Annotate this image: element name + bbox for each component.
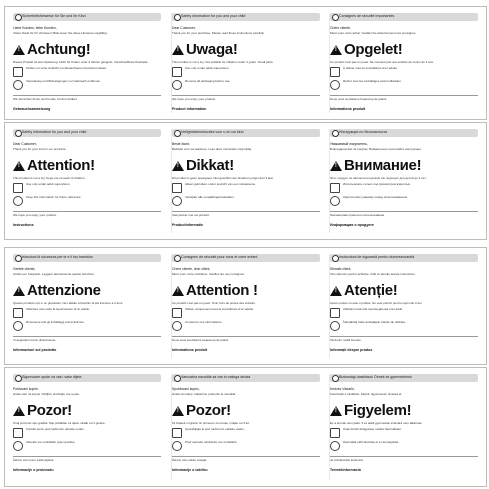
divider (330, 211, 478, 212)
warning-triangle-icon (13, 45, 25, 55)
intro-text: Hvala vam na kupnji. Pažljivo pročitajte ove upute. (13, 392, 80, 396)
list-item (330, 183, 478, 193)
packaging-icon (172, 321, 182, 331)
list-item-text: Keep this information for future reference. (26, 195, 82, 200)
supervision-icon (13, 183, 23, 193)
list-item-text: Use only under adult supervision. (185, 66, 230, 71)
warning-triangle-icon (172, 406, 184, 416)
warning-title: Dikkat! (186, 156, 234, 174)
list-item (172, 428, 320, 438)
closing-text: Vi auguriamo buon divertimento. (13, 338, 57, 343)
list-item (172, 321, 320, 331)
section-title: Instructions (13, 222, 34, 227)
list-item-text: Utilizzare solo sotto la supervisione di un adulto. (26, 307, 91, 312)
list-item (330, 80, 478, 90)
section-header-bar (172, 129, 320, 137)
language-column (171, 13, 320, 113)
warning-triangle-icon (172, 286, 184, 296)
section-header-text: Instrucțiuni de siguranță pentru dumneavoastră (339, 255, 415, 259)
supervision-icon (13, 428, 23, 438)
supervision-icon (172, 183, 182, 193)
section-title: Product information (172, 106, 207, 111)
intro-text: Благодарим вас за покупку. Внимательно прочитайте инструкции. (330, 147, 422, 151)
list-item-text: Conserver ces informations. (185, 320, 223, 325)
list-item (13, 321, 161, 331)
leaflet-panel-3 (4, 247, 487, 365)
greeting: Уважаемый покупатель, (330, 142, 368, 146)
list-item-text: Verpackung und Befestigungen vor Gebrauch entfernen. (26, 79, 102, 84)
list-item (330, 321, 478, 331)
section-header-text: Safety information for you and your child (22, 130, 87, 134)
list-item (13, 441, 161, 451)
section-header-text: Istruzioni di sicurezza per te e il tuo bambino (22, 255, 93, 259)
warning-paragraph: This product is not a toy. Not suitable for children under 3 years. Small parts. (172, 59, 274, 64)
info-icon (174, 14, 181, 21)
language-column (171, 254, 320, 358)
list-item-text: Use only under adult supervision. (26, 182, 71, 187)
info-icon (15, 255, 22, 262)
section-header-bar (172, 374, 320, 382)
section-header-bar (172, 13, 320, 21)
closing-text: Vă dorim multă bucurie. (330, 338, 362, 343)
warning-title: Attention! (27, 156, 95, 174)
list-item-text: Îndepărtați toate ambalajele înainte de utilizare. (343, 320, 407, 325)
intro-text: Thank you for your trust in our products. (13, 147, 67, 151)
divider (13, 336, 161, 337)
list-item-text: Использовать только под присмотром взрослых. (343, 182, 411, 187)
packaging-icon (13, 196, 23, 206)
list-item-text: Uklonite svu ambalažu prije uporabe. (26, 440, 76, 445)
warning-paragraph: Ovaj proizvod nije igračka. Nije prikladan za djecu mlađu od 3 godine. (13, 420, 106, 425)
closing-text: Veel plezier met uw product. (172, 213, 210, 218)
greeting: Spoštovani kupec, (172, 387, 200, 391)
list-item (330, 196, 478, 206)
warning-heading (172, 42, 320, 58)
language-column (329, 254, 478, 358)
list-item (13, 308, 161, 318)
warning-heading (172, 283, 320, 299)
warning-heading (172, 403, 320, 419)
section-title: Gebrauchsanweisung (13, 106, 51, 111)
list-item (172, 67, 320, 77)
info-icon (174, 255, 181, 262)
warning-title: Atenție! (344, 281, 398, 299)
list-item-text: Удалите всю упаковку перед использованием. (343, 195, 408, 200)
packaging-icon (172, 196, 182, 206)
list-item-text: Használat előtt távolítsa el a csomagolást. (343, 440, 400, 445)
supervision-icon (330, 428, 340, 438)
info-icon (15, 130, 22, 137)
section-title: Информация о продукте (330, 222, 374, 227)
section-header-bar (330, 254, 478, 262)
warning-heading (330, 42, 478, 58)
section-title: Informations produit (172, 347, 208, 352)
closing-text: We hope you enjoy your product. (13, 213, 57, 218)
warning-title: Pozor! (186, 401, 231, 419)
section-title: Informations produit (330, 106, 366, 111)
list-item (172, 308, 320, 318)
language-column (13, 374, 161, 480)
section-header-bar (13, 254, 161, 262)
language-column (329, 13, 478, 113)
list-item-text: Kinder nur unter Aufsicht von Erwachsenen benutzen lassen. (26, 66, 108, 71)
warning-title: Opgelet! (344, 40, 403, 58)
info-icon (332, 255, 339, 262)
supervision-icon (13, 308, 23, 318)
intro-text: Grazie per l'acquisto. Leggere attentamente queste istruzioni. (13, 272, 95, 276)
section-title: Informazioni sul prodotto (13, 347, 57, 352)
warning-heading (13, 283, 161, 299)
warning-triangle-icon (172, 161, 184, 171)
packaging-icon (330, 321, 340, 331)
section-header-text: Biztonsági utasítások Önnek és gyermekének (339, 375, 412, 379)
list-item-text: Verwijder alle verpakkingsmaterialen. (185, 195, 235, 200)
divider (13, 211, 161, 212)
greeting: Dear Customer, (13, 142, 37, 146)
list-item (172, 196, 320, 206)
warning-heading (330, 283, 478, 299)
section-title: Termékinformáció (330, 467, 361, 472)
section-header-bar (330, 13, 478, 21)
intro-text: Köszönjük a vásárlást. Kérjük, figyelmesen olvassa el. (330, 392, 403, 396)
warning-paragraph: Acest produs nu este o jucărie. Nu este potrivit pentru copii sub 3 ani. (330, 300, 423, 305)
section-header-text: Инструкции по безопасности (339, 130, 388, 134)
warning-heading (330, 158, 478, 174)
warning-title: Uwaga! (186, 40, 238, 58)
closing-text: Želimo vam veliko veselja. (172, 458, 208, 463)
warning-title: Внимание! (344, 156, 422, 174)
intro-text: Hvala za nakup. Natančno preberite ta navodila. (172, 392, 237, 396)
section-title: Informacije o proizvodu (13, 467, 54, 472)
section-header-text: Consignes de sécurité importantes (339, 14, 395, 18)
list-item-text: Alleen gebruiken onder toezicht van een volwassene. (185, 182, 256, 187)
info-icon (332, 14, 339, 21)
warning-title: Attention ! (186, 281, 258, 299)
supervision-icon (13, 67, 23, 77)
language-column (13, 13, 161, 113)
section-header-text: Varnostna navodila za vas in vašega otroka (181, 375, 251, 379)
warning-title: Pozor! (27, 401, 72, 419)
list-item-text: Koristiti samo pod nadzorom odrasle osobe. (26, 427, 85, 432)
warning-paragraph: Ce produit n'est pas un jouet. Ne convient pas aux enfants de moins de 3 ans. (330, 59, 434, 64)
section-header-text: Sigurnosne upute za vas i vaše dijete (22, 375, 82, 379)
list-item (172, 183, 320, 193)
greeting: Gentile cliente, (13, 267, 36, 271)
greeting: Chère cliente, (330, 26, 351, 30)
language-column (171, 129, 320, 233)
warning-heading (330, 403, 478, 419)
supervision-icon (172, 67, 182, 77)
section-header-text: Safety information for you and your child (181, 14, 246, 18)
section-header-bar (330, 129, 478, 137)
greeting: Poštovani kupče, (13, 387, 39, 391)
warning-heading (172, 158, 320, 174)
intro-text: Thank you for your purchase. Please read these instructions carefully. (172, 31, 265, 35)
language-column (13, 129, 161, 233)
list-item (330, 308, 478, 318)
info-icon (174, 375, 181, 382)
packaging-icon (172, 80, 182, 90)
list-item (13, 80, 161, 90)
info-icon (332, 375, 339, 382)
warning-paragraph: Ta izdelek ni igrača. Ni primeren za otroke, mlajše od 3 let. (172, 420, 250, 425)
language-column (171, 374, 320, 480)
warning-heading (13, 403, 161, 419)
warning-triangle-icon (13, 286, 25, 296)
language-column (329, 374, 478, 480)
list-item-text: À utiliser sous la surveillance d'un adulte. (343, 66, 398, 71)
leaflet-panel-4 (4, 367, 487, 487)
section-header-bar (330, 374, 478, 382)
divider (13, 95, 161, 96)
section-header-bar (13, 129, 161, 137)
greeting: Kedves Vásárló, (330, 387, 355, 391)
list-item (13, 196, 161, 206)
section-title: Productinformatie (172, 222, 203, 227)
warning-paragraph: Ce produit n'est pas un jouet. Tenir hors de portée des enfants. (172, 300, 256, 305)
list-item-text: Utiliser uniquement sous la surveillance d'un adulte. (185, 307, 254, 312)
warning-triangle-icon (330, 406, 342, 416)
section-header-text: Sicherheitshinweise für Sie und Ihr Kind (22, 14, 86, 18)
packaging-icon (172, 441, 182, 451)
packaging-icon (330, 80, 340, 90)
supervision-icon (330, 67, 340, 77)
packaging-icon (330, 441, 340, 451)
supervision-icon (172, 308, 182, 318)
list-item (13, 428, 161, 438)
divider (172, 211, 320, 212)
warning-triangle-icon (13, 406, 25, 416)
greeting: Beste klant, (172, 142, 190, 146)
info-icon (174, 130, 181, 137)
list-item-text: Remove all packaging before use. (185, 79, 231, 84)
warning-paragraph: Questo prodotto non è un giocattolo. Non adatto a bambini di età inferiore a 3 anni. (13, 300, 124, 305)
closing-text: Jó szórakozást kívánunk. (330, 458, 364, 463)
list-item-text: Rimuovere tutti gli imballaggi prima dell'uso. (26, 320, 85, 325)
intro-text: Vă mulțumim pentru achiziție. Citiți cu atenție aceste instrucțiuni. (330, 272, 416, 276)
divider (330, 456, 478, 457)
greeting: Liebe Kunden, liebe Kunden, (13, 26, 57, 30)
list-item (330, 67, 478, 77)
leaflet-panel-2 (4, 122, 487, 240)
packaging-icon (13, 80, 23, 90)
list-item-text: Csak felnőtt felügyelete mellett használható. (343, 427, 402, 432)
list-item (330, 441, 478, 451)
warning-triangle-icon (13, 161, 25, 171)
section-title: Informacije o izdelku (172, 467, 208, 472)
list-item (172, 80, 320, 90)
closing-text: Желаем вам приятного использования. (330, 213, 385, 218)
info-icon (15, 14, 22, 21)
greeting: Dear Customer, (172, 26, 196, 30)
language-column (13, 254, 161, 358)
divider (330, 95, 478, 96)
list-item (13, 183, 161, 193)
info-icon (332, 130, 339, 137)
section-header-bar (13, 13, 161, 21)
leaflet-panel-1 (4, 6, 487, 120)
divider (172, 336, 320, 337)
section-header-text: Consignes de sécurité pour vous et votre enfant (181, 255, 258, 259)
greeting: Chère cliente, cher client, (172, 267, 211, 271)
warning-paragraph: Ez a termék nem játék. 3 év alatti gyermekek számára nem alkalmas. (330, 420, 423, 425)
packaging-icon (330, 196, 340, 206)
greeting: Stimate client, (330, 267, 352, 271)
divider (330, 336, 478, 337)
warning-triangle-icon (330, 161, 342, 171)
warning-triangle-icon (172, 45, 184, 55)
warning-heading (13, 158, 161, 174)
list-item-text: Retirer tous les emballages avant utilisation. (343, 79, 402, 84)
warning-paragraph: Dit product is geen speelgoed. Niet geschikt voor kinderen jonger dan 3 jaar. (172, 175, 274, 180)
section-title: Informații despre produs (330, 347, 373, 352)
info-icon (15, 375, 22, 382)
packaging-icon (13, 441, 23, 451)
intro-text: Merci pour votre confiance. Veuillez lire ces consignes. (172, 272, 245, 276)
closing-text: Nous vous souhaitons beaucoup de plaisir. (172, 338, 230, 343)
warning-paragraph: Dieses Produkt ist kein Spielzeug. Nicht für Kinder unter 3 Jahren geeignet. Verschluckbare Kleinteile. (13, 59, 149, 64)
list-item-text: Utilizați numai sub supravegherea unui adult. (343, 307, 403, 312)
intro-text: Vielen Dank für Ihr Vertrauen! Bitte lesen Sie diese Hinweise sorgfältig. (13, 31, 108, 35)
supervision-icon (330, 183, 340, 193)
list-item-text: Pred uporabo odstranite vso embalažo. (185, 440, 238, 445)
warning-triangle-icon (330, 45, 342, 55)
warning-paragraph: This product is not a toy. Keep out of reach of children. (13, 175, 86, 180)
packaging-icon (13, 321, 23, 331)
closing-text: Nous vous souhaitons beaucoup de plaisir. (330, 97, 388, 102)
supervision-icon (172, 428, 182, 438)
list-item (330, 428, 478, 438)
intro-text: Bedankt voor uw aankoop. Lees deze instructies zorgvuldig. (172, 147, 252, 151)
warning-paragraph: Этот продукт не является игрушкой. Не подходит для детей до 3 лет. (330, 175, 427, 180)
list-item (172, 441, 320, 451)
divider (172, 95, 320, 96)
section-header-bar (172, 254, 320, 262)
section-header-bar (13, 374, 161, 382)
supervision-icon (330, 308, 340, 318)
warning-title: Achtung! (27, 40, 91, 58)
warning-title: Attenzione (27, 281, 101, 299)
warning-triangle-icon (330, 286, 342, 296)
warning-heading (13, 42, 161, 58)
intro-text: Merci pour votre achat. Veuillez lire attentivement ces consignes. (330, 31, 417, 35)
section-header-text: Veiligheidsinstructies voor u en uw kind (181, 130, 244, 134)
closing-text: Wir wünschen Ihnen viel Freude mit dem Artikel. (13, 97, 78, 102)
closing-text: Želimo vam puno zadovoljstva. (13, 458, 55, 463)
list-item-text: Uporabljajte le pod nadzorom odrasle osebe. (185, 427, 245, 432)
list-item (13, 67, 161, 77)
closing-text: We hope you enjoy your product. (172, 97, 216, 102)
language-column (329, 129, 478, 233)
warning-title: Figyelem! (344, 401, 412, 419)
